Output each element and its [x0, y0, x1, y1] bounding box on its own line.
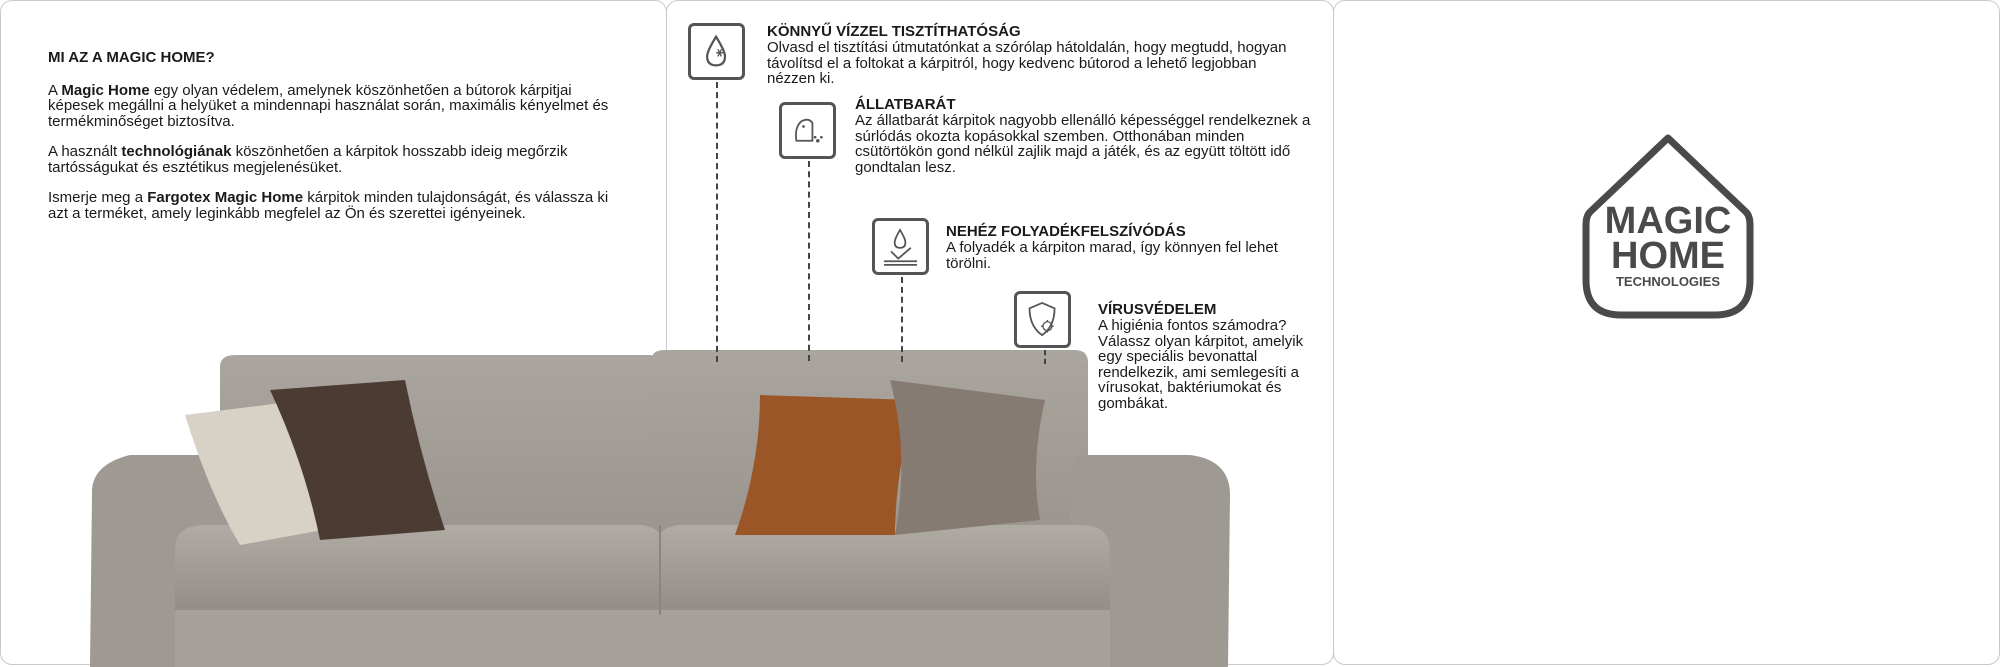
feature-virus-protection — [1098, 302, 1323, 411]
logo-line-1: MAGIC — [1604, 200, 1732, 242]
feature-title: KÖNNYŰ VÍZZEL TISZTÍTHATÓSÁG — [767, 23, 1021, 40]
liquid-repel-icon — [872, 218, 929, 275]
feature-text: A higiénia fontos számodra? Válassz olyan kárpitot, amelyik egy speciális bevonattal rendelkezik, ami semlegesíti a vírusokat, baktériumokat és gombákat. — [1098, 317, 1304, 412]
dashed-line-3 — [901, 277, 903, 362]
cushion-rust — [735, 395, 915, 535]
feature-text: Olvasd el tisztítási útmutatónkat a szórólap hátoldalán, hogy megtudd, hogyan távolítsd el a foltokat a kárpitról, hogy kedvenc bútorod a lehető legjobban nézzen ki. — [767, 39, 1287, 87]
feature-title: NEHÉZ FOLYADÉKFELSZÍVÓDÁS — [946, 223, 1186, 240]
feature-title: ÁLLATBARÁT — [855, 96, 956, 113]
feature-liquid-absorption — [946, 224, 1306, 271]
intro-paragraph-1: A Magic Home egy olyan védelem, amelynek köszönhetően a bútorok kárpitjai képesek megállni a helyüket a mindennapi használat során, maximális kényelmet és termékminőséget biztosítva. — [48, 81, 609, 130]
sofa-base — [175, 610, 1110, 667]
right-panel — [1333, 0, 2000, 665]
magic-home-logo — [1578, 130, 1758, 320]
dashed-line-1 — [716, 82, 718, 362]
dashed-line-4 — [1044, 350, 1046, 364]
water-drop-sparkle-icon — [688, 23, 745, 80]
intro-paragraph-2: A használt technológiának köszönhetően a kárpitok hosszabb ideig megőrzik tartósságukat és esztétikus megjelenésüket. — [48, 143, 568, 176]
feature-easy-cleaning — [767, 24, 1307, 87]
dashed-line-2 — [808, 161, 810, 361]
feature-pet-friendly — [855, 97, 1315, 175]
logo-line-3: TECHNOLOGIES — [1615, 274, 1721, 289]
sofa-seat-right — [655, 525, 1110, 615]
intro-heading: MI AZ A MAGIC HOME? — [48, 49, 215, 66]
sofa-illustration — [80, 345, 1240, 667]
virus-shield-icon — [1014, 291, 1071, 348]
intro-section — [48, 50, 628, 236]
logo-line-2: HOME — [1611, 235, 1725, 277]
feature-text: A folyadék a kárpiton marad, így könnyen fel lehet törölni. — [946, 239, 1278, 272]
feature-text: Az állatbarát kárpitok nagyobb ellenálló képességgel rendelkeznek a súrlódás okozta kopásokkal szemben. Otthonában minden csütörtökön gond nélkül zajlik majd a játék, és az együtt töltött idő gondtalan lesz. — [855, 112, 1311, 176]
cushion-grey — [890, 380, 1045, 535]
pet-icon — [779, 102, 836, 159]
intro-paragraph-3: Ismerje meg a Fargotex Magic Home kárpitok minden tulajdonságát, és válassza ki azt a terméket, amely leginkább megfelel az Ön és szerettei igényeinek. — [48, 189, 609, 222]
feature-title: VÍRUSVÉDELEM — [1098, 301, 1217, 318]
